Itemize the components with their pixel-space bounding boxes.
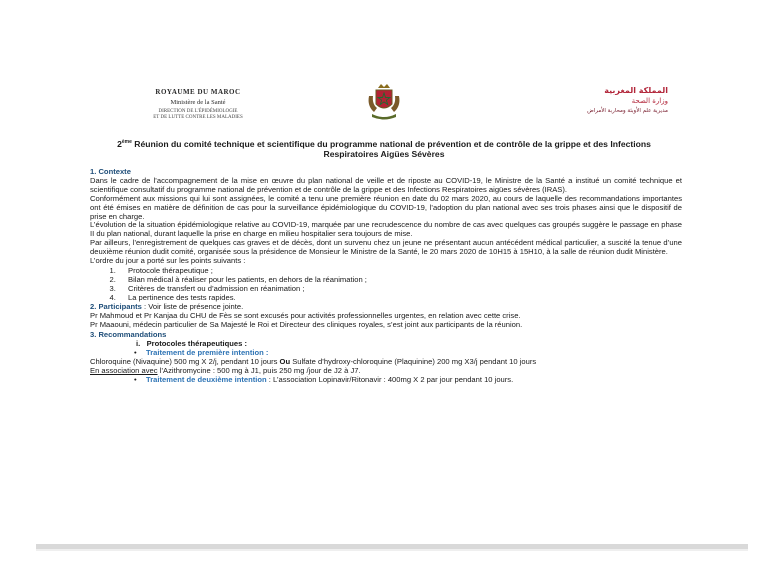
department-label: [108, 109, 288, 121]
royal-emblem-icon: [366, 82, 402, 122]
dosage-text: Chloroquine (Nivaquine) 500 mg X 2/j, pendant 10 jours: [90, 357, 280, 366]
department-line-2: ET DE LUTTE CONTRE LES MALADIES: [153, 115, 243, 120]
participants-note: : Voir liste de présence jointe.: [141, 302, 244, 312]
title-ordinal-suffix: ème: [121, 139, 132, 145]
title-text: Réunion du comité technique et scientifique du programme national de prévention et de contrôle de la grippe et des Infections Respiratoires Aigües Sévères: [131, 138, 651, 160]
kingdom-label-arabic: المملكة المغربية: [604, 86, 668, 95]
paragraph: Pr Maaouni, médecin particulier de Sa Majesté le Roi et Directeur des cliniques royales, s’est joint aux participants de la réunion.: [90, 320, 523, 330]
section-heading-context: 1. Contexte: [90, 167, 131, 176]
section-heading-participants: 2. Participants: [90, 302, 142, 312]
agenda-item: 1. Protocole thérapeutique ;: [118, 266, 682, 275]
paragraph: Pr Mahmoud et Pr Kanjaa du CHU de Fès se sont excusés pour activités professionnelles urgentes, en relation avec cette crise.: [90, 311, 521, 321]
letterhead: [80, 82, 688, 132]
document-title: [92, 137, 676, 159]
agenda-list: [90, 266, 682, 302]
subsection-title: Protocoles thérapeutiques :: [146, 339, 248, 349]
ministry-label-arabic: وزارة الصحة: [631, 97, 668, 105]
ministry-label: Ministère de la Santé: [170, 99, 226, 106]
page-footer-shadow: [36, 549, 748, 551]
paragraph: Dans le cadre de l’accompagnement de la mise en œuvre du plan national de veille et de riposte au COVID-19, le Ministre de la Santé a institué un comité technique et scientifique consultatif du programme national de prévention et de contrôle de la grippe et des Infections Respiratoires aigües sévères (IRAS).: [90, 175, 682, 194]
bullet-icon: •: [134, 374, 137, 384]
paragraph: Par ailleurs, l’enregistrement de quelques cas graves et de décès, dont un survenu chez un jeune ne présentant aucun antécédent médical particulier, a suscité la tenue d’une deuxième réunion dudit comité, organisée sous la présidence de Monsieur le Ministre de la Santé, le 20 mars 2020 de 10H15 à 15H10, à la salle de réunion dudit Ministère.: [90, 238, 682, 257]
section-heading-recommendations: 3. Recommandations: [90, 330, 167, 340]
bullet-first-line: [90, 349, 682, 358]
agenda-item: 4. La pertinence des tests rapides.: [118, 293, 682, 302]
letterhead-french: [108, 88, 288, 121]
association-text: l’Azithromycine : 500 mg à J1, puis 250 mg /jour de J2 à J7.: [157, 365, 361, 375]
department-line-1: DIRECTION DE L'ÉPIDÉMIOLOGIE: [158, 109, 238, 114]
paragraph: L’évolution de la situation épidémiologique relative au COVID-19, marquée par une recrudescence du nombre de cas avec quelques cas groupés suggère le passage en phase II du plan national, durant laquelle la prise en charge en milieu hospitalier sera toujours de mise.: [90, 220, 682, 239]
document-body: [90, 168, 682, 385]
bullet-title: Traitement de deuxième intention: [146, 374, 267, 384]
agenda-item: 2. Bilan médical à réaliser pour les patients, en dehors de la réanimation ;: [118, 275, 682, 284]
bullet-text: : L’association Lopinavir/Ritonavir : 400mg X 2 par jour pendant 10 jours.: [266, 374, 514, 384]
kingdom-label: ROYAUME DU MAROC: [155, 88, 241, 96]
agenda-intro: L’ordre du jour a porté sur les points suivants :: [90, 256, 246, 266]
dosage-text: Sulfate d’hydroxy-chloroquine (Plaquinine) 200 mg X3/j pendant 10 jours: [290, 357, 537, 366]
department-label-arabic: مديرية علم الأوبئة ومحاربة الأمراض: [587, 108, 668, 114]
letterhead-arabic: [508, 86, 668, 114]
title-ordinal: 2: [117, 138, 122, 149]
paragraph: Conformément aux missions qui lui sont assignées, le comité a tenu une première réunion en date du 02 mars 2020, au cours de laquelle des recommandations importantes ont été émises en matière de définition de cas pour la surveillance épidémiologique du COVID-19, l’adoption du plan national avec ses trois phases ainsi que le dispositif de prise en charge.: [90, 193, 682, 221]
bullet-title: Traitement de première intention :: [146, 348, 269, 358]
bullet-icon: •: [134, 348, 137, 358]
agenda-item: 3. Critères de transfert ou d’admission en réanimation ;: [118, 284, 682, 293]
subsection-number: i.: [136, 339, 141, 349]
dosage-or: Ou: [279, 357, 291, 366]
association-label: En association avec: [90, 365, 158, 375]
bullet-second-line: [90, 376, 682, 385]
